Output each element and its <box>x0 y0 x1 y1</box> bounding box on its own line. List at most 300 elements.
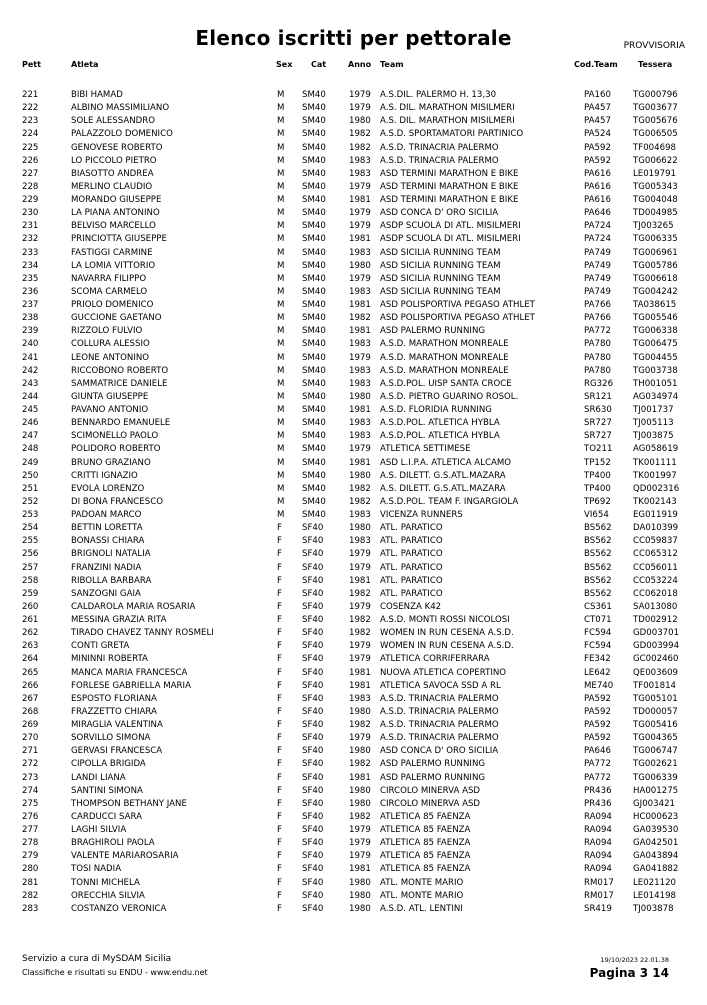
table-row <box>0 614 707 627</box>
cell-codteam: PA592 <box>584 693 611 704</box>
cell-pett: 266 <box>22 680 39 691</box>
cell-anno: 1982 <box>349 313 371 324</box>
cell-codteam: PA646 <box>584 746 611 757</box>
cell-anno: 1979 <box>349 352 371 363</box>
cell-cat: SM40 <box>302 260 326 271</box>
cell-team: ASD CONCA D' ORO SICILIA <box>380 746 499 757</box>
cell-atleta: BRAGHIROLI PAOLA <box>71 838 155 849</box>
cell-codteam: TP152 <box>584 457 611 468</box>
cell-pett: 230 <box>22 208 39 219</box>
table-row <box>0 706 707 719</box>
cell-pett: 238 <box>22 313 39 324</box>
cell-anno: 1982 <box>349 628 371 639</box>
cell-codteam: PA592 <box>584 733 611 744</box>
cell-sex: M <box>277 90 285 100</box>
cell-pett: 251 <box>22 483 39 494</box>
cell-cat: SM40 <box>302 444 326 455</box>
cell-team: ATL. PARATICO <box>380 523 443 534</box>
table-row <box>0 352 707 365</box>
cell-atleta: BRIGNOLI NATALIA <box>71 549 151 560</box>
cell-atleta: NAVARRA FILIPPO <box>71 273 147 284</box>
cell-team: NUOVA ATLETICA COPERTINO <box>380 667 507 678</box>
cell-cat: SM40 <box>302 496 326 507</box>
cell-cat: SF40 <box>302 562 324 573</box>
table-row <box>0 562 707 575</box>
cell-codteam: VI654 <box>584 510 609 520</box>
cell-sex: M <box>277 457 285 468</box>
cell-anno: 1979 <box>349 103 371 114</box>
cell-anno: 1980 <box>349 890 371 901</box>
cell-pett: 282 <box>22 890 39 901</box>
cell-sex: M <box>277 300 285 310</box>
cell-team: A.S.D. SPORTAMATORI PARTINICO <box>380 129 524 140</box>
cell-anno: 1983 <box>349 431 371 442</box>
cell-sex: M <box>277 326 285 337</box>
cell-codteam: PA592 <box>584 155 611 166</box>
cell-atleta: MANCA MARIA FRANCESCA <box>71 667 188 678</box>
cell-sex: M <box>277 273 285 284</box>
cell-anno: 1983 <box>349 339 371 350</box>
cell-sex: F <box>277 588 282 599</box>
cell-sex: M <box>277 103 285 114</box>
cell-codteam: CS361 <box>584 601 612 612</box>
cell-team: ATLETICA 85 FAENZA <box>380 864 471 875</box>
col-tessera-header: Tessera <box>638 60 673 69</box>
cell-pett: 233 <box>22 247 39 258</box>
cell-team: ATLETICA SAVOCA SSD A RL <box>380 680 501 691</box>
table-row <box>0 325 707 338</box>
cell-sex: M <box>277 221 285 232</box>
cell-tessera: TH001051 <box>633 378 678 389</box>
cell-cat: SF40 <box>302 654 324 665</box>
cell-anno: 1980 <box>349 785 371 796</box>
footer-datetime: 19/10/2023 22.01.38 <box>600 956 669 964</box>
cell-sex: M <box>277 155 285 166</box>
cell-sex: M <box>277 378 285 389</box>
cell-cat: SF40 <box>302 759 324 770</box>
table-row <box>0 745 707 758</box>
cell-codteam: BS562 <box>584 588 612 599</box>
cell-pett: 224 <box>22 129 39 140</box>
cell-team: ASDP SCUOLA DI ATL. MISILMERI <box>380 221 521 232</box>
cell-sex: M <box>277 365 285 376</box>
cell-atleta: GIUNTA GIUSEPPE <box>71 391 149 402</box>
table-row <box>0 850 707 863</box>
cell-tessera: TG006339 <box>633 772 678 783</box>
cell-atleta: VALENTE MARIAROSARIA <box>71 851 179 862</box>
cell-codteam: FC594 <box>584 641 612 652</box>
cell-team: VICENZA RUNNERS <box>380 510 463 520</box>
cell-codteam: PA749 <box>584 260 611 271</box>
cell-codteam: PA592 <box>584 706 611 717</box>
cell-sex: F <box>277 536 282 547</box>
cell-codteam: PA749 <box>584 247 611 258</box>
cell-pett: 226 <box>22 155 39 166</box>
cell-tessera: TG000796 <box>633 90 678 100</box>
cell-pett: 235 <box>22 273 39 284</box>
cell-atleta: SOLE ALESSANDRO <box>71 116 155 127</box>
cell-atleta: MORANDO GIUSEPPE <box>71 195 162 205</box>
cell-team: ATL. PARATICO <box>380 536 443 547</box>
cell-team: ASD POLISPORTIVA PEGASO ATHLET <box>380 313 535 324</box>
table-row <box>0 391 707 404</box>
cell-pett: 236 <box>22 286 39 297</box>
cell-cat: SM40 <box>302 431 326 442</box>
cell-tessera: TA038615 <box>633 300 677 310</box>
cell-atleta: CIPOLLA BRIGIDA <box>71 759 146 770</box>
cell-codteam: RA094 <box>584 864 612 875</box>
cell-cat: SF40 <box>302 877 324 888</box>
cell-atleta: BIBI HAMAD <box>71 90 123 100</box>
cell-tessera: TF004698 <box>633 142 676 153</box>
cell-cat: SF40 <box>302 706 324 717</box>
cell-tessera: CC059837 <box>633 536 678 547</box>
cell-anno: 1983 <box>349 510 371 520</box>
cell-anno: 1981 <box>349 195 371 205</box>
cell-tessera: GA039530 <box>633 825 679 835</box>
cell-codteam: BS562 <box>584 549 612 560</box>
cell-cat: SF40 <box>302 615 324 625</box>
cell-team: A.S.D. FLORIDIA RUNNING <box>380 405 492 415</box>
table-row <box>0 142 707 155</box>
cell-atleta: CRITTI IGNAZIO <box>71 470 138 481</box>
cell-codteam: PA780 <box>584 352 611 363</box>
cell-atleta: LEONE ANTONINO <box>71 352 150 363</box>
cell-cat: SM40 <box>302 208 326 219</box>
cell-cat: SM40 <box>302 273 326 284</box>
col-team-header: Team <box>380 60 404 69</box>
cell-atleta: MESSINA GRAZIA RITA <box>71 615 167 625</box>
table-row <box>0 260 707 273</box>
cell-pett: 265 <box>22 667 39 678</box>
cell-team: A.S.D.POL. TEAM F. INGARGIOLA <box>380 496 519 507</box>
table-row <box>0 837 707 850</box>
cell-tessera: TG006475 <box>633 339 678 350</box>
table-row <box>0 443 707 456</box>
table-row <box>0 719 707 732</box>
cell-atleta: LO PICCOLO PIETRO <box>71 155 157 166</box>
cell-team: ATL. PARATICO <box>380 588 443 599</box>
cell-team: COSENZA K42 <box>380 601 442 612</box>
cell-atleta: FRANZINI NADIA <box>71 562 142 573</box>
cell-atleta: BONASSI CHIARA <box>71 536 145 547</box>
cell-cat: SM40 <box>302 103 326 114</box>
cell-pett: 253 <box>22 510 39 520</box>
cell-tessera: TG006505 <box>633 129 678 140</box>
cell-sex: M <box>277 142 285 153</box>
cell-team: ASD POLISPORTIVA PEGASO ATHLET <box>380 300 535 310</box>
cell-tessera: TG004365 <box>633 733 678 744</box>
cell-sex: F <box>277 903 282 914</box>
cell-pett: 228 <box>22 181 39 192</box>
cell-anno: 1979 <box>349 733 371 744</box>
cell-cat: SM40 <box>302 352 326 363</box>
cell-tessera: TG006338 <box>633 326 678 337</box>
cell-pett: 264 <box>22 654 39 665</box>
table-row <box>0 404 707 417</box>
cell-pett: 237 <box>22 300 39 310</box>
cell-atleta: LAGHI SILVIA <box>71 825 127 835</box>
entries-table <box>0 89 707 916</box>
cell-atleta: GERVASI FRANCESCA <box>71 746 163 757</box>
cell-atleta: LA LOMIA VITTORIO <box>71 260 156 271</box>
cell-atleta: SANZOGNI GAIA <box>71 588 141 599</box>
cell-codteam: PA457 <box>584 103 611 114</box>
cell-sex: M <box>277 470 285 481</box>
cell-sex: F <box>277 785 282 796</box>
cell-team: A.S.DIL. PALERMO H. 13,30 <box>380 90 497 100</box>
cell-anno: 1983 <box>349 536 371 547</box>
cell-cat: SF40 <box>302 667 324 678</box>
cell-atleta: PALAZZOLO DOMENICO <box>71 129 173 140</box>
cell-team: A.S.D. MARATHON MONREALE <box>380 339 509 350</box>
cell-tessera: CC065312 <box>633 549 678 560</box>
cell-sex: M <box>277 208 285 219</box>
cell-atleta: SCOMA CARMELO <box>71 286 148 297</box>
cell-sex: M <box>277 352 285 363</box>
cell-tessera: DA010399 <box>633 523 679 534</box>
cell-codteam: SR419 <box>584 903 612 914</box>
table-row <box>0 168 707 181</box>
cell-codteam: TP400 <box>584 483 611 494</box>
cell-atleta: BENNARDO EMANUELE <box>71 418 171 429</box>
cell-tessera: TK001997 <box>633 470 677 481</box>
cell-atleta: PRIOLO DOMENICO <box>71 300 154 310</box>
cell-sex: F <box>277 654 282 665</box>
table-row <box>0 430 707 443</box>
cell-team: ASD SICILIA RUNNING TEAM <box>380 260 501 271</box>
cell-cat: SF40 <box>302 601 324 612</box>
cell-pett: 221 <box>22 90 39 100</box>
cell-codteam: PA749 <box>584 286 611 297</box>
cell-pett: 279 <box>22 851 39 862</box>
table-row <box>0 693 707 706</box>
cell-tessera: TG004242 <box>633 286 678 297</box>
cell-codteam: PA524 <box>584 129 611 140</box>
cell-atleta: BETTIN LORETTA <box>71 523 143 534</box>
cell-anno: 1982 <box>349 483 371 494</box>
cell-atleta: MIRAGLIA VALENTINA <box>71 720 163 730</box>
cell-cat: SM40 <box>302 313 326 324</box>
cell-sex: M <box>277 339 285 350</box>
cell-atleta: BELVISO MARCELLO <box>71 221 156 232</box>
table-row <box>0 128 707 141</box>
cell-anno: 1981 <box>349 234 371 245</box>
cell-tessera: GJ003421 <box>633 798 675 809</box>
cell-tessera: AG034974 <box>633 391 679 402</box>
cell-tessera: GD003994 <box>633 641 680 652</box>
cell-atleta: EVOLA LORENZO <box>71 483 145 494</box>
cell-sex: F <box>277 720 282 730</box>
cell-codteam: TO211 <box>584 444 613 455</box>
cell-sex: M <box>277 260 285 271</box>
cell-sex: F <box>277 864 282 875</box>
cell-atleta: DI BONA FRANCESCO <box>71 496 163 507</box>
cell-pett: 234 <box>22 260 39 271</box>
cell-sex: F <box>277 693 282 704</box>
cell-cat: SM40 <box>302 90 326 100</box>
table-row <box>0 102 707 115</box>
cell-anno: 1982 <box>349 496 371 507</box>
cell-anno: 1982 <box>349 615 371 625</box>
col-pett-header: Pett <box>22 60 41 69</box>
cell-pett: 254 <box>22 523 39 534</box>
table-row <box>0 890 707 903</box>
table-row <box>0 417 707 430</box>
cell-atleta: LA PIANA ANTONINO <box>71 208 160 219</box>
cell-tessera: TD000057 <box>633 706 678 717</box>
cell-codteam: TP400 <box>584 470 611 481</box>
cell-cat: SM40 <box>302 339 326 350</box>
cell-sex: M <box>277 418 285 429</box>
cell-pett: 258 <box>22 575 39 586</box>
table-row <box>0 457 707 470</box>
table-row <box>0 483 707 496</box>
cell-team: A.S.D. TRINACRIA PALERMO <box>380 720 499 730</box>
cell-cat: SF40 <box>302 549 324 560</box>
cell-pett: 250 <box>22 470 39 481</box>
cell-cat: SM40 <box>302 457 326 468</box>
cell-codteam: PA646 <box>584 208 611 219</box>
cell-team: ATLETICA 85 FAENZA <box>380 825 471 835</box>
cell-tessera: GA041882 <box>633 864 679 875</box>
cell-team: ATLETICA 85 FAENZA <box>380 851 471 862</box>
cell-pett: 244 <box>22 391 39 402</box>
cell-codteam: SR121 <box>584 391 612 402</box>
table-row <box>0 338 707 351</box>
cell-anno: 1983 <box>349 365 371 376</box>
table-row <box>0 207 707 220</box>
cell-tessera: TJ005113 <box>633 418 674 429</box>
cell-anno: 1980 <box>349 706 371 717</box>
cell-pett: 262 <box>22 628 39 639</box>
cell-tessera: TG006747 <box>633 746 678 757</box>
table-row <box>0 575 707 588</box>
cell-cat: SF40 <box>302 825 324 835</box>
table-row <box>0 509 707 522</box>
cell-sex: M <box>277 313 285 324</box>
cell-team: A.S.D. TRINACRIA PALERMO <box>380 155 499 166</box>
cell-cat: SM40 <box>302 300 326 310</box>
cell-atleta: SORVILLO SIMONA <box>71 733 151 744</box>
cell-pett: 283 <box>22 903 39 914</box>
cell-tessera: HA001275 <box>633 785 679 796</box>
cell-pett: 261 <box>22 615 39 625</box>
cell-anno: 1979 <box>349 851 371 862</box>
cell-pett: 268 <box>22 706 39 717</box>
cell-pett: 222 <box>22 103 39 114</box>
cell-pett: 227 <box>22 168 39 179</box>
cell-pett: 252 <box>22 496 39 507</box>
cell-atleta: CALDAROLA MARIA ROSARIA <box>71 601 196 612</box>
cell-atleta: ALBINO MASSIMILIANO <box>71 103 170 114</box>
cell-team: ASD TERMINI MARATHON E BIKE <box>380 168 519 179</box>
cell-codteam: PA616 <box>584 181 611 192</box>
cell-pett: 225 <box>22 142 39 153</box>
cell-pett: 276 <box>22 811 39 822</box>
cell-cat: SM40 <box>302 510 326 520</box>
cell-team: ATLETICA CORRIFERRARA <box>380 654 490 665</box>
cell-codteam: PA772 <box>584 759 611 770</box>
cell-anno: 1982 <box>349 588 371 599</box>
cell-team: ASD PALERMO RUNNING <box>380 326 486 337</box>
cell-anno: 1979 <box>349 90 371 100</box>
cell-team: WOMEN IN RUN CESENA A.S.D. <box>380 628 514 639</box>
cell-codteam: SR630 <box>584 405 612 415</box>
cell-sex: F <box>277 733 282 744</box>
cell-tessera: QD002316 <box>633 483 680 494</box>
table-row <box>0 732 707 745</box>
cell-cat: SF40 <box>302 536 324 547</box>
table-row <box>0 89 707 102</box>
cell-cat: SF40 <box>302 811 324 822</box>
cell-team: A.S.D. ATL. LENTINI <box>380 903 463 914</box>
cell-atleta: FASTIGGI CARMINE <box>71 247 153 258</box>
cell-sex: M <box>277 510 285 520</box>
cell-pett: 273 <box>22 772 39 783</box>
cell-atleta: PRINCIOTTA GIUSEPPE <box>71 234 167 245</box>
cell-anno: 1979 <box>349 601 371 612</box>
cell-codteam: PA592 <box>584 142 611 153</box>
cell-cat: SF40 <box>302 720 324 730</box>
col-codteam-header: Cod.Team <box>574 60 618 69</box>
cell-tessera: TG003677 <box>633 103 678 114</box>
cell-cat: SM40 <box>302 418 326 429</box>
cell-tessera: TG002621 <box>633 759 678 770</box>
cell-anno: 1979 <box>349 444 371 455</box>
cell-pett: 260 <box>22 601 39 612</box>
cell-atleta: LANDI LIANA <box>71 772 126 783</box>
cell-anno: 1983 <box>349 168 371 179</box>
cell-cat: SM40 <box>302 195 326 205</box>
cell-codteam: FC594 <box>584 628 612 639</box>
table-row <box>0 772 707 785</box>
table-row <box>0 535 707 548</box>
cell-cat: SF40 <box>302 798 324 809</box>
cell-atleta: BRUNO GRAZIANO <box>71 457 151 468</box>
cell-tessera: TF001814 <box>633 680 676 691</box>
cell-team: ASD CONCA D' ORO SICILIA <box>380 208 499 219</box>
cell-pett: 255 <box>22 536 39 547</box>
cell-codteam: RA094 <box>584 851 612 862</box>
status-label: PROVVISORIA <box>623 41 685 51</box>
cell-sex: F <box>277 562 282 573</box>
cell-codteam: RA094 <box>584 838 612 849</box>
cell-sex: F <box>277 772 282 783</box>
cell-anno: 1981 <box>349 680 371 691</box>
cell-sex: F <box>277 680 282 691</box>
table-row <box>0 601 707 614</box>
cell-tessera: CC056011 <box>633 562 678 573</box>
cell-team: ASD SICILIA RUNNING TEAM <box>380 286 501 297</box>
cell-anno: 1981 <box>349 667 371 678</box>
cell-codteam: PA749 <box>584 273 611 284</box>
cell-cat: SF40 <box>302 628 324 639</box>
cell-team: ATL. MONTE MARIO <box>380 890 464 901</box>
cell-sex: F <box>277 838 282 849</box>
cell-anno: 1981 <box>349 457 371 468</box>
cell-sex: F <box>277 706 282 717</box>
cell-anno: 1980 <box>349 798 371 809</box>
cell-tessera: CC062018 <box>633 588 678 599</box>
cell-codteam: RA094 <box>584 811 612 822</box>
cell-codteam: PA724 <box>584 221 611 232</box>
cell-anno: 1981 <box>349 326 371 337</box>
cell-tessera: LE014198 <box>633 890 677 901</box>
cell-tessera: TD004985 <box>633 208 678 219</box>
table-row <box>0 811 707 824</box>
cell-anno: 1983 <box>349 155 371 166</box>
